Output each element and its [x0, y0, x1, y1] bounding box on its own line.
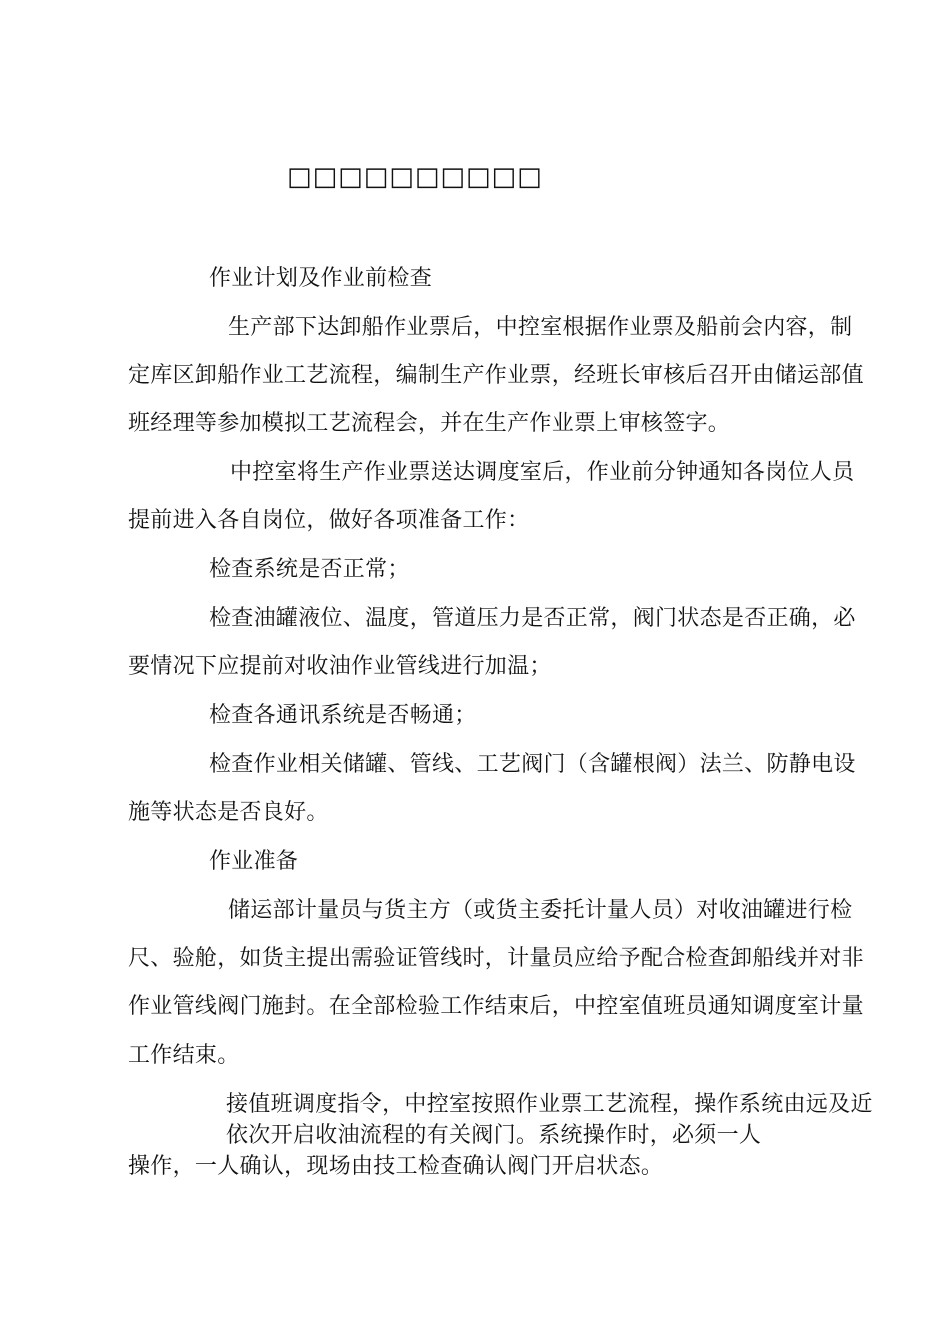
paragraph-line: 提前进入各自岗位，做好各项准备工作： — [128, 508, 530, 533]
check-item-continued: 要情况下应提前对收油作业管线进行加温； — [128, 654, 552, 679]
paragraph-line: 作业管线阀门施封。在全部检验工作结束后，中控室值班员通知调度室计量 — [128, 994, 864, 1019]
paragraph-line: 班经理等参加模拟工艺流程会，并在生产作业票上审核签字。 — [128, 411, 731, 436]
document-title: □□□□□□□□□□ — [287, 162, 543, 192]
paragraph-line: 工作结束。 — [128, 1043, 240, 1068]
check-item: 检查系统是否正常； — [209, 557, 410, 582]
section-heading-prep: 作业准备 — [209, 849, 299, 874]
paragraph-line: 中控室将生产作业票送达调度室后，作业前分钟通知各岗位人员 — [230, 460, 855, 485]
section-heading-plan: 作业计划及作业前检查 — [209, 266, 433, 291]
paragraph-line: 接值班调度指令，中控室按照作业票工艺流程，操作系统由远及近 — [226, 1092, 873, 1117]
paragraph-line: 尺、验舱，如货主提出需验证管线时，计量员应给予配合检查卸船线并对非 — [128, 946, 864, 971]
check-item: 检查作业相关储罐、管线、工艺阀门（含罐根阀）法兰、防静电设 — [209, 752, 856, 777]
check-item-continued: 施等状态是否良好。 — [128, 800, 329, 825]
paragraph-line: 生产部下达卸船作业票后，中控室根据作业票及船前会内容，制 — [228, 315, 853, 340]
check-item: 检查各通讯系统是否畅通； — [209, 703, 477, 728]
paragraph-line: 操作，一人确认，现场由技工检查确认阀门开启状态。 — [128, 1154, 664, 1179]
check-item: 检查油罐液位、温度，管道压力是否正常，阀门状态是否正确，必 — [209, 606, 856, 631]
paragraph-line: 依次开启收油流程的有关阀门。系统操作时，必须一人 — [226, 1123, 762, 1148]
paragraph-line: 储运部计量员与货主方（或货主委托计量人员）对收油罐进行检 — [228, 898, 853, 923]
paragraph-line: 定库区卸船作业工艺流程，编制生产作业票，经班长审核后召开由储运部值 — [128, 363, 864, 388]
